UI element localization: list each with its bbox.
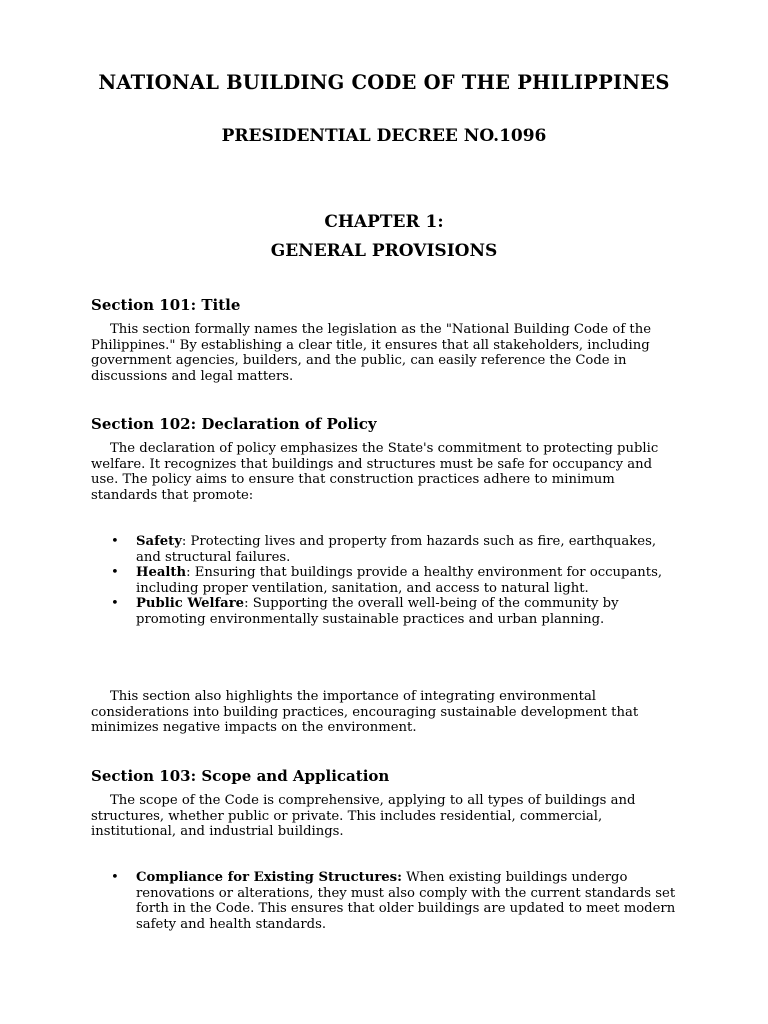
section-103-heading: Section 103: Scope and Application bbox=[91, 767, 390, 785]
section-102-closing-paragraph: This section also highlights the importance of integrating environmental considerations into building practices, encouraging sustainable development that minimizes negative impacts on the environment. bbox=[91, 689, 639, 735]
list-item bbox=[91, 534, 683, 565]
section-102-paragraph: The declaration of policy emphasizes the State's commitment to protecting public welfare. It recognizes that buildings and structures must be safe for occupancy and use. The policy aims to ensure that construction practices adhere to minimum standards that promote: bbox=[91, 441, 659, 503]
section-102-heading: Section 102: Declaration of Policy bbox=[91, 415, 377, 433]
bullet-text: When existing buildings undergo renovations or alterations, they must also comply with the current standards set forth in the Code. This ensures that older buildings are updated to meet modern safety and health standards. bbox=[136, 870, 676, 932]
list-item bbox=[91, 870, 683, 932]
bullet-text: : Supporting the overall well-being of the community by promoting environmentally sustainable practices and urban planning. bbox=[136, 596, 619, 627]
section-101-heading: Section 101: Title bbox=[91, 296, 241, 314]
bullet-icon: • bbox=[111, 596, 119, 611]
bullet-icon: • bbox=[111, 565, 119, 580]
bullet-text: : Protecting lives and property from hazards such as fire, earthquakes, and structural failures. bbox=[136, 534, 657, 565]
chapter-label: CHAPTER 1: bbox=[324, 212, 444, 232]
bullet-icon: • bbox=[111, 870, 119, 885]
section-101-paragraph: This section formally names the legislation as the "National Building Code of the Philippines." By establishing a clear title, it ensures that all stakeholders, including government agencies, builders, and the public, can easily reference the Code in discussions and legal matters. bbox=[91, 322, 652, 384]
bullet-term: Health bbox=[136, 565, 187, 580]
list-item bbox=[91, 565, 683, 596]
section-103-paragraph: The scope of the Code is comprehensive, applying to all types of buildings and structures, whether public or private. This includes residential, commercial, institutional, and industrial buildings. bbox=[91, 793, 636, 839]
bullet-term: Safety bbox=[136, 534, 182, 549]
bullet-text: : Ensuring that buildings provide a healthy environment for occupants, including proper ventilation, sanitation, and access to natural light. bbox=[136, 565, 663, 596]
document-subtitle: PRESIDENTIAL DECREE NO.1096 bbox=[221, 126, 547, 146]
chapter-name: GENERAL PROVISIONS bbox=[270, 241, 498, 261]
bullet-term: Public Welfare bbox=[136, 596, 245, 611]
bullet-term: Compliance for Existing Structures: bbox=[136, 870, 402, 885]
document-title: NATIONAL BUILDING CODE OF THE PHILIPPINES bbox=[98, 71, 670, 94]
section-102-bullet-list bbox=[91, 534, 683, 627]
list-item bbox=[91, 596, 683, 627]
bullet-icon: • bbox=[111, 534, 119, 549]
section-103-bullet-list bbox=[91, 870, 683, 932]
